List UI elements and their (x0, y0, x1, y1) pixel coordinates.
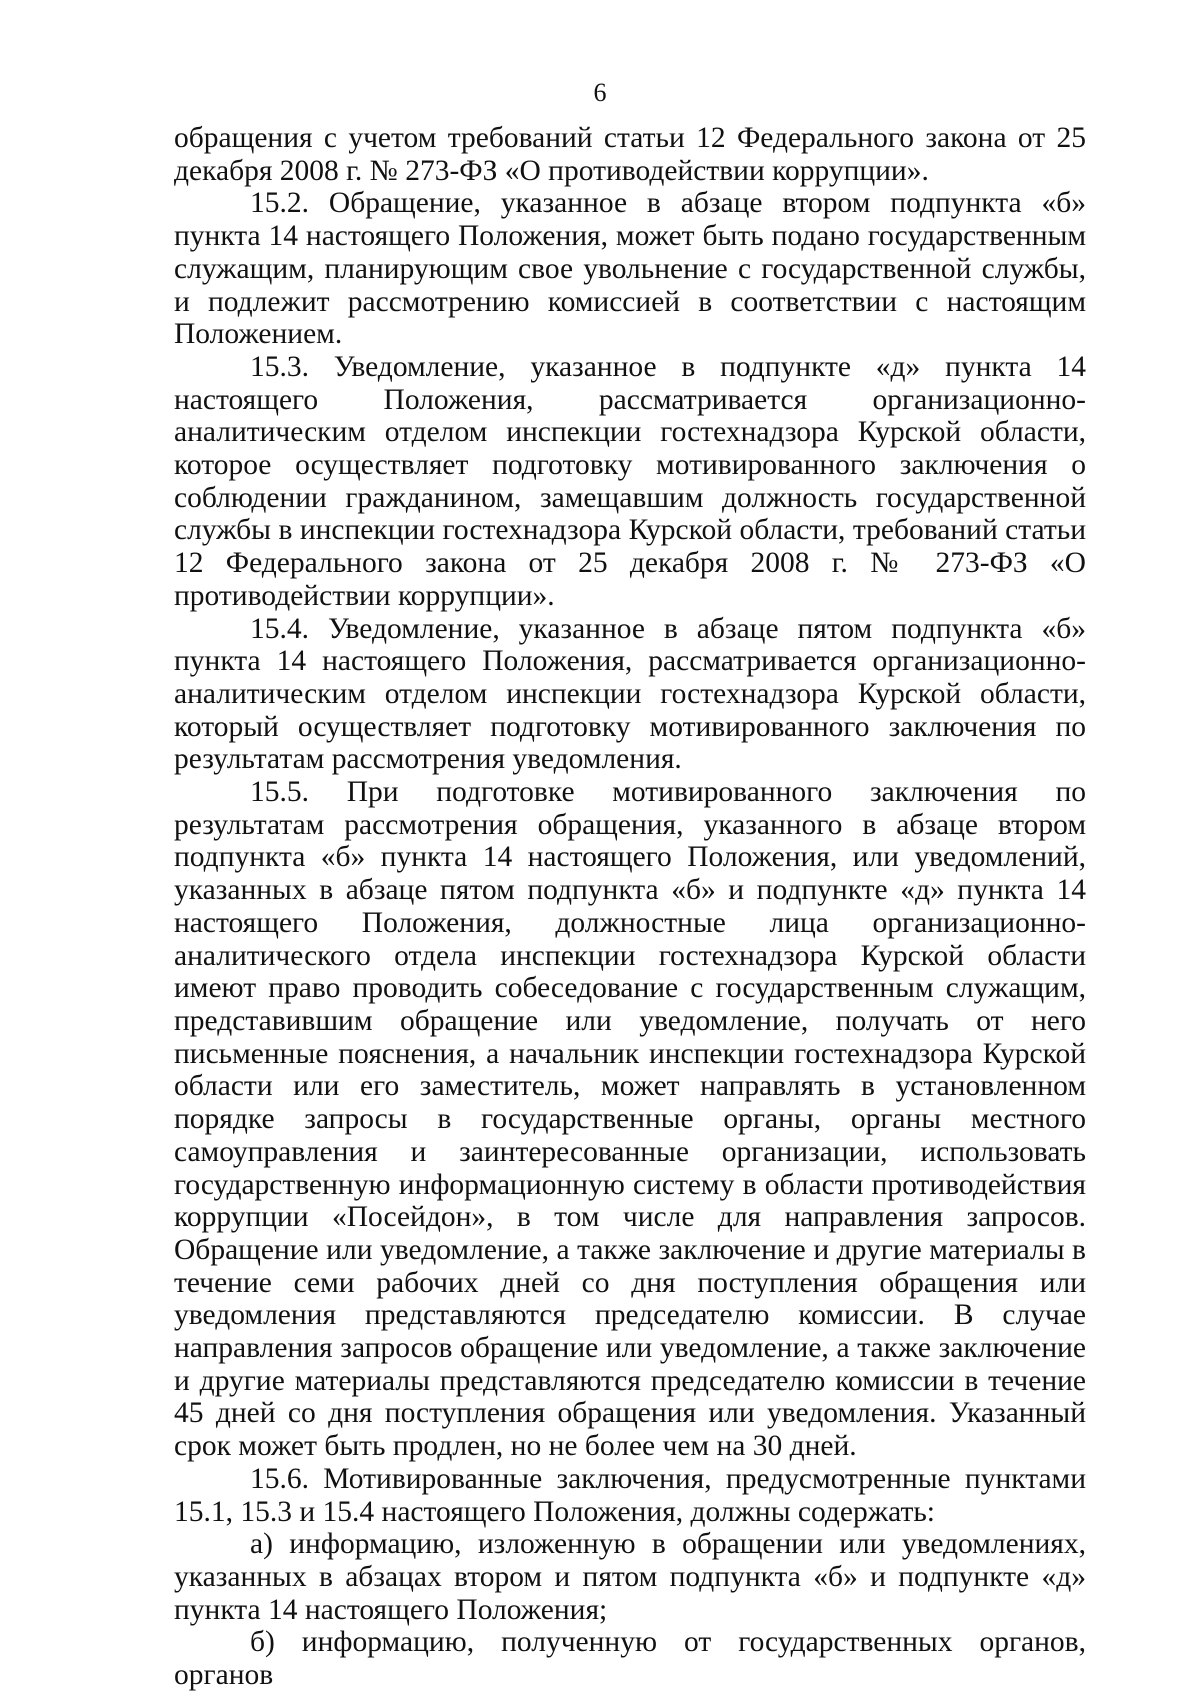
page-number: 6 (593, 78, 607, 107)
document-body (174, 122, 1086, 1692)
list-item-b: б) информацию, полученную от государственных органов, органов (174, 1626, 1086, 1692)
paragraph-15-6: 15.6. Мотивированные заключения, предусмотренные пунктами 15.1, 15.3 и 15.4 настоящего Положения, должны содержать: (174, 1462, 1086, 1528)
list-item-a: а) информацию, изложенную в обращении или уведомлениях, указанных в абзацах втором и пятом подпункта «б» и подпункте «д» пункта 14 настоящего Положения; (174, 1528, 1086, 1626)
paragraph-15-3: 15.3. Уведомление, указанное в подпункте «д» пункта 14 настоящего Положения, рассматривается организационно-аналитическим отделом инспекции гостехнадзора Курской области, которое осуществляет подготовку мотивированного заключения о соблюдении гражданином, замещавшим должность государственной службы в инспекции гостехнадзора Курской области, требований статьи 12 Федерального закона от 25 декабря 2008 г. № 273-ФЗ «О противодействии коррупции». (174, 350, 1086, 612)
paragraph-continuation: обращения с учетом требований статьи 12 Федерального закона от 25 декабря 2008 г. № 273-ФЗ «О противодействии коррупции». (174, 122, 1086, 187)
paragraph-15-5: 15.5. При подготовке мотивированного заключения по результатам рассмотрения обращения, указанного в абзаце втором подпункта «б» пункта 14 настоящего Положения, или уведомлений, указанных в абзаце пятом подпункта «б» и подпункте «д» пункта 14 настоящего Положения, должностные лица организационно-аналитического отдела инспекции гостехнадзора Курской области имеют право проводить собеседование с государственным служащим, представившим обращение или уведомление, получать от него письменные пояснения, а начальник инспекции гостехнадзора Курской области или его заместитель, может направлять в установленном порядке запросы в государственные органы, органы местного самоуправления и заинтересованные организации, использовать государственную информационную систему в области противодействия коррупции «Посейдон», в том числе для направления запросов. Обращение или уведомление, а также заключение и другие материалы в течение семи рабочих дней со дня поступления обращения или уведомления представляются председателю комиссии. В случае направления запросов обращение или уведомление, а также заключение и другие материалы представляются председателю комиссии в течение 45 дней со дня поступления обращения или уведомления. Указанный срок может быть продлен, но не более чем на 30 дней. (174, 776, 1086, 1463)
paragraph-15-2: 15.2. Обращение, указанное в абзаце втором подпункта «б» пункта 14 настоящего Положения, может быть подано государственным служащим, планирующим свое увольнение с государственной службы, и подлежит рассмотрению комиссией в соответствии с настоящим Положением. (174, 187, 1086, 351)
paragraph-15-4: 15.4. Уведомление, указанное в абзаце пятом подпункта «б» пункта 14 настоящего Положения, рассматривается организационно-аналитическим отделом инспекции гостехнадзора Курской области, который осуществляет подготовку мотивированного заключения по результатам рассмотрения уведомления. (174, 612, 1086, 776)
